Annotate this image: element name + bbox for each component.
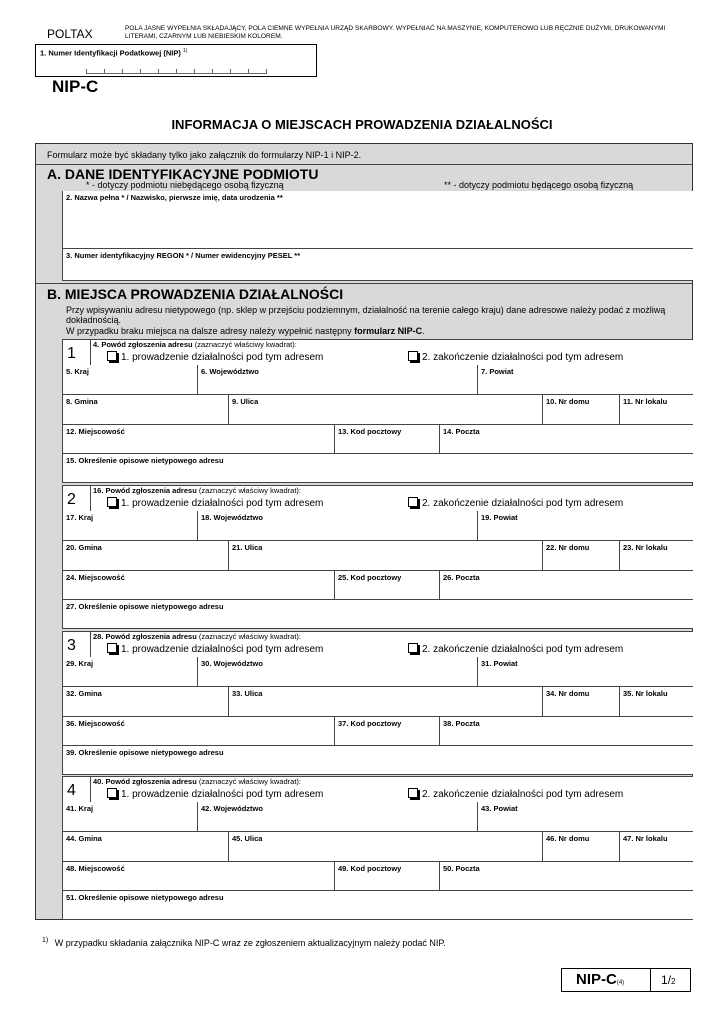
field-wojewodztwo-label: 6. Województwo — [201, 367, 259, 376]
reason-label — [93, 486, 301, 495]
field-miejscowosc-label: 48. Miejscowość — [66, 864, 125, 873]
field-gmina-label: 32. Gmina — [66, 689, 102, 698]
reason-title: 4. Powód zgłoszenia adresu — [93, 340, 193, 349]
field-miejscowosc-label: 36. Miejscowość — [66, 719, 125, 728]
reason-hint: (zaznaczyć właściwy kwadrat): — [198, 777, 301, 786]
option-start[interactable] — [107, 643, 323, 655]
fill-instruction: POLA JASNE WYPEŁNIA SKŁADAJĄCY, POLA CIEMNE WYPEŁNIA URZĄD SKARBOWY. WYPEŁNIAĆ NA MASZYNIE, KOMPUTEROWO LUB RĘCZNIE DUŻYMI, DRUKOWANYMI LITERAMI, CZARNYM LUB NIEBIESKIM KOLOREM. — [125, 25, 666, 40]
field-opis-label: 27. Określenie opisowe nietypowego adresu — [66, 602, 224, 611]
field-opis[interactable] — [62, 746, 693, 775]
field-nr-lokalu[interactable] — [619, 541, 693, 571]
footnote-marker: 1) — [42, 937, 49, 944]
field-wojewodztwo[interactable] — [197, 657, 477, 687]
field-wojewodztwo-label: 30. Województwo — [201, 659, 263, 668]
block-number: 4 — [67, 782, 76, 799]
field-kod-pocztowy-label: 37. Kod pocztowy — [338, 719, 402, 728]
field-poczta[interactable] — [439, 425, 693, 454]
option-start[interactable] — [107, 351, 323, 363]
field-kraj[interactable] — [62, 657, 197, 687]
field-wojewodztwo[interactable] — [197, 802, 477, 832]
field-miejscowosc[interactable] — [62, 571, 334, 600]
field-miejscowosc-label: 24. Miejscowość — [66, 573, 125, 582]
footer-page-num: 1 — [661, 973, 668, 987]
option-end[interactable] — [408, 497, 623, 509]
reason-hint: (zaznaczyć właściwy kwadrat): — [194, 340, 297, 349]
nip-footnote-ref: 1) — [182, 48, 188, 54]
legend-natural-person: ** - dotyczy podmiotu będącego osobą fizyczną — [444, 180, 634, 190]
field-wojewodztwo-label: 42. Województwo — [201, 804, 263, 813]
field-ulica[interactable] — [228, 541, 542, 571]
form-title: INFORMACJA O MIEJSCACH PROWADZENIA DZIAŁALNOŚCI — [171, 117, 553, 132]
field-powiat[interactable] — [477, 802, 693, 832]
footer-version: (4) — [616, 980, 625, 986]
field-opis-label: 15. Określenie opisowe nietypowego adresu — [66, 456, 224, 465]
footnote-text: W przypadku składania załącznika NIP-C wraz ze zgłoszeniem aktualizacyjnym należy podać NIP. — [54, 938, 446, 948]
field-nr-domu-label: 22. Nr domu — [546, 543, 590, 552]
field-miejscowosc-label: 12. Miejscowość — [66, 427, 125, 436]
field-miejscowosc[interactable] — [62, 425, 334, 454]
field-3-label: 3. Numer identyfikacyjny REGON * / Numer ewidencyjny PESEL ** — [66, 251, 301, 260]
field-nr-lokalu-label: 11. Nr lokalu — [623, 397, 668, 406]
section-b-title: B. MIEJSCA PROWADZENIA DZIAŁALNOŚCI — [47, 286, 344, 302]
checkbox-end[interactable] — [408, 497, 418, 507]
option-start[interactable] — [107, 497, 323, 509]
field-poczta-label: 14. Poczta — [443, 427, 480, 436]
field-gmina[interactable] — [62, 395, 228, 425]
field-kod-pocztowy[interactable] — [334, 862, 439, 891]
reason-label — [93, 340, 297, 349]
field-nr-lokalu[interactable] — [619, 687, 693, 717]
field-powiat-label: 19. Powiat — [481, 513, 518, 522]
field-nr-domu-label: 34. Nr domu — [546, 689, 590, 698]
field-powiat[interactable] — [477, 657, 693, 687]
form-code: NIP-C — [52, 77, 99, 96]
section-a-title: A. DANE IDENTYFIKACYJNE PODMIOTU — [47, 166, 319, 182]
checkbox-start[interactable] — [107, 351, 117, 361]
field-powiat-label: 43. Powiat — [481, 804, 518, 813]
reason-hint: (zaznaczyć właściwy kwadrat): — [198, 632, 301, 641]
checkbox-end[interactable] — [408, 643, 418, 653]
reason-title: 16. Powód zgłoszenia adresu — [93, 486, 197, 495]
field-miejscowosc[interactable] — [62, 862, 334, 891]
field-ulica-label: 45. Ulica — [232, 834, 263, 843]
option-end-label: 2. zakończenie działalności pod tym adresem — [422, 789, 624, 800]
field-ulica[interactable] — [228, 687, 542, 717]
option-start-label: 1. prowadzenie działalności pod tym adresem — [121, 644, 324, 655]
field-ulica[interactable] — [228, 395, 542, 425]
section-b-intro-2 — [66, 326, 425, 336]
option-end-label: 2. zakończenie działalności pod tym adresem — [422, 498, 624, 509]
field-poczta-label: 38. Poczta — [443, 719, 480, 728]
intro-2-text: W przypadku braku miejsca na dalsze adresy należy wypełnić następny — [66, 326, 352, 336]
field-poczta[interactable] — [439, 571, 693, 600]
field-kod-pocztowy-label: 13. Kod pocztowy — [338, 427, 402, 436]
field-kod-pocztowy[interactable] — [334, 717, 439, 746]
field-kraj[interactable] — [62, 511, 197, 541]
option-end[interactable] — [408, 788, 623, 800]
field-kraj[interactable] — [62, 365, 197, 395]
nip-digit-guides — [86, 69, 267, 74]
footer-form-box: NIP-C(4) 1/2 — [561, 968, 691, 992]
field-ulica-label: 33. Ulica — [232, 689, 263, 698]
intro-2-end: . — [422, 326, 425, 336]
section-b-intro: Przy wpisywaniu adresu nietypowego (np. sklep w przejściu podziemnym, działalność na terenie całego kraju) dane adresowe należy podać z możliwą dokładnością. — [66, 305, 666, 325]
field-gmina[interactable] — [62, 541, 228, 571]
reason-label — [93, 632, 301, 641]
field-3-regon-pesel[interactable] — [62, 249, 693, 281]
field-nr-domu[interactable] — [542, 832, 619, 862]
field-miejscowosc[interactable] — [62, 717, 334, 746]
brand: POLTAX — [47, 27, 93, 41]
field-nr-lokalu-label: 47. Nr lokalu — [623, 834, 668, 843]
option-end-label: 2. zakończenie działalności pod tym adresem — [422, 352, 624, 363]
field-powiat-label: 7. Powiat — [481, 367, 514, 376]
field-gmina-label: 20. Gmina — [66, 543, 102, 552]
field-wojewodztwo[interactable] — [197, 365, 477, 395]
block-number: 2 — [67, 491, 76, 508]
nip-label: 1. Numer Identyfikacji Podatkowej (NIP) — [40, 48, 181, 58]
field-poczta[interactable] — [439, 862, 693, 891]
field-kod-pocztowy-label: 25. Kod pocztowy — [338, 573, 402, 582]
checkbox-start[interactable] — [107, 788, 117, 798]
field-nr-domu-label: 10. Nr domu — [546, 397, 590, 406]
field-nr-domu[interactable] — [542, 395, 619, 425]
reason-label — [93, 777, 301, 786]
reason-title: 40. Powód zgłoszenia adresu — [93, 777, 197, 786]
option-end[interactable] — [408, 351, 623, 363]
field-kod-pocztowy[interactable] — [334, 425, 439, 454]
block-number: 1 — [67, 345, 76, 362]
checkbox-start[interactable] — [107, 643, 117, 653]
field-poczta[interactable] — [439, 717, 693, 746]
field-powiat-label: 31. Powiat — [481, 659, 518, 668]
field-nr-lokalu-label: 35. Nr lokalu — [623, 689, 668, 698]
field-nr-domu-label: 46. Nr domu — [546, 834, 590, 843]
option-start-label: 1. prowadzenie działalności pod tym adresem — [121, 789, 324, 800]
field-ulica-label: 9. Ulica — [232, 397, 259, 406]
field-nr-lokalu[interactable] — [619, 395, 693, 425]
legend-legal-entity: * - dotyczy podmiotu niebędącego osobą fizyczną — [86, 180, 284, 190]
field-kraj-label: 29. Kraj — [66, 659, 94, 668]
field-powiat[interactable] — [477, 365, 693, 395]
field-nr-lokalu[interactable] — [619, 832, 693, 862]
option-end-label: 2. zakończenie działalności pod tym adresem — [422, 644, 624, 655]
field-nr-lokalu-label: 23. Nr lokalu — [623, 543, 668, 552]
field-poczta-label: 26. Poczta — [443, 573, 480, 582]
checkbox-end[interactable] — [408, 788, 418, 798]
field-wojewodztwo[interactable] — [197, 511, 477, 541]
nip-box[interactable] — [35, 44, 317, 77]
option-start-label: 1. prowadzenie działalności pod tym adresem — [121, 498, 324, 509]
field-opis[interactable] — [62, 600, 693, 629]
field-2-name[interactable] — [62, 191, 693, 249]
reason-hint: (zaznaczyć właściwy kwadrat): — [198, 486, 301, 495]
reason-title: 28. Powód zgłoszenia adresu — [93, 632, 197, 641]
field-wojewodztwo-label: 18. Województwo — [201, 513, 263, 522]
field-kod-pocztowy-label: 49. Kod pocztowy — [338, 864, 402, 873]
checkbox-end[interactable] — [408, 351, 418, 361]
field-opis-label: 39. Określenie opisowe nietypowego adresu — [66, 748, 224, 757]
field-kraj-label: 5. Kraj — [66, 367, 89, 376]
field-opis-label: 51. Określenie opisowe nietypowego adresu — [66, 893, 224, 902]
field-ulica[interactable] — [228, 832, 542, 862]
field-nr-domu[interactable] — [542, 687, 619, 717]
footer-form-code: NIP-C — [576, 971, 617, 988]
field-gmina[interactable] — [62, 832, 228, 862]
field-nr-domu[interactable] — [542, 541, 619, 571]
field-gmina[interactable] — [62, 687, 228, 717]
field-kod-pocztowy[interactable] — [334, 571, 439, 600]
field-poczta-label: 50. Poczta — [443, 864, 480, 873]
field-powiat[interactable] — [477, 511, 693, 541]
checkbox-start[interactable] — [107, 497, 117, 507]
field-kraj-label: 17. Kraj — [66, 513, 94, 522]
field-kraj-label: 41. Kraj — [66, 804, 94, 813]
intro-2-formname: formularz NIP-C — [354, 326, 423, 336]
option-end[interactable] — [408, 643, 623, 655]
field-kraj[interactable] — [62, 802, 197, 832]
field-opis[interactable] — [62, 454, 693, 483]
attachment-note: Formularz może być składany tylko jako załącznik do formularzy NIP-1 i NIP-2. — [47, 150, 362, 160]
field-opis[interactable] — [62, 891, 693, 920]
footnote — [42, 937, 446, 948]
footer-page-total: 2 — [671, 977, 676, 986]
field-ulica-label: 21. Ulica — [232, 543, 263, 552]
block-number: 3 — [67, 637, 76, 654]
option-start[interactable] — [107, 788, 323, 800]
field-2-label: 2. Nazwa pełna * / Nazwisko, pierwsze imię, data urodzenia ** — [66, 193, 283, 202]
option-start-label: 1. prowadzenie działalności pod tym adresem — [121, 352, 324, 363]
field-gmina-label: 44. Gmina — [66, 834, 102, 843]
field-gmina-label: 8. Gmina — [66, 397, 98, 406]
